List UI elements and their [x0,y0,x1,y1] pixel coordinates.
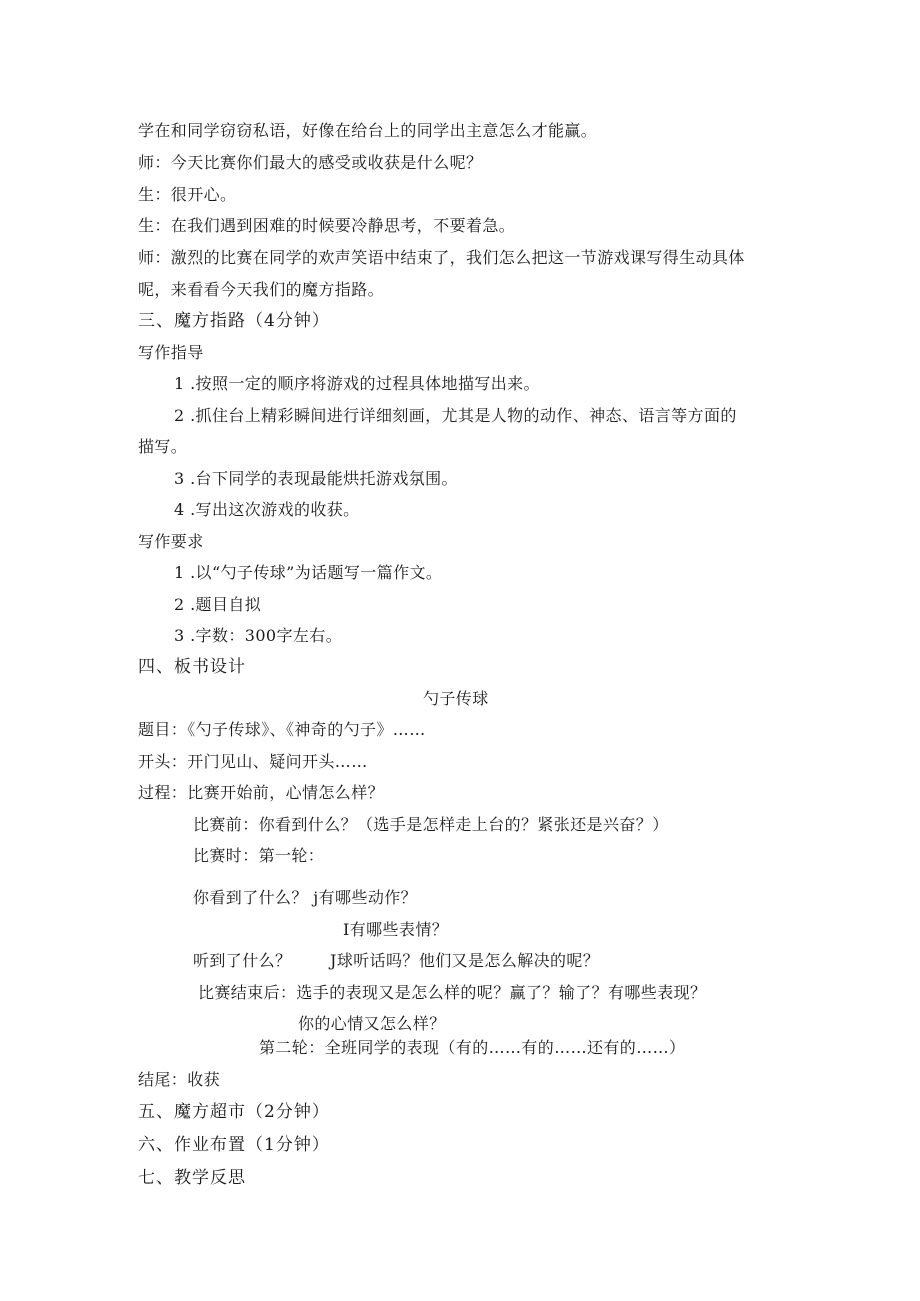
board-line: 结尾：收获 [138,1070,221,1089]
board-line: 比赛时：第一轮： [193,846,325,865]
section-heading: 七、教学反思 [138,1168,246,1188]
board-line: I有哪些表情？ [343,920,449,939]
board-line: 开头：开门见山、疑问开头…… [138,752,368,771]
board-line: 比赛前：你看到什么？（选手是怎样走上台的？紧张还是兴奋？） [193,815,669,834]
dialogue-line: 呢，来看看今天我们的魔方指路。 [138,280,385,299]
guide-item: 4 .写出这次游戏的收获。 [174,500,360,519]
subheading: 写作指导 [138,343,204,362]
board-line: 题目：《勺子传球》、《神奇的勺子》…… [138,720,426,739]
dialogue-line: 生：很开心。 [138,185,237,204]
requirement-item: 1 .以“勺子传球”为话题写一篇作文。 [174,563,443,582]
dialogue-line: 生：在我们遇到困难的时候要冷静思考，不要着急。 [138,216,516,235]
guide-item: 3 .台下同学的表现最能烘托游戏氛围。 [174,469,458,488]
section-heading: 四、板书设计 [138,657,246,677]
board-line: J球听话吗？他们又是怎么解决的呢？ [330,951,600,970]
section-heading: 五、魔方超市（2分钟） [138,1102,330,1122]
board-title: 勺子传球 [423,689,489,708]
board-line: 听到了什么？ [193,951,292,970]
board-line: 你的心情又怎么样？ [298,1014,446,1033]
dialogue-line: 师：今天比赛你们最大的感受或收获是什么呢？ [138,153,483,172]
board-line: 第二轮：全班同学的表现（有的……有的……还有的……） [259,1038,686,1057]
requirement-item: 3 .字数：300字左右。 [174,626,343,645]
guide-item-continuation: 描写。 [138,437,188,456]
section-heading: 六、作业布置（1分钟） [138,1135,330,1155]
board-line: 你看到了什么？ j有哪些动作？ [193,888,418,907]
section-heading: 三、魔方指路（4分钟） [138,311,330,331]
guide-item: 2 .抓住台上精彩瞬间进行详细刻画，尤其是人物的动作、神态、语言等方面的 [174,406,737,425]
board-line: 比赛结束后：选手的表现又是怎么样的呢？赢了？输了？有哪些表现？ [198,983,707,1002]
subheading: 写作要求 [138,532,204,551]
requirement-item: 2 .题目自拟 [174,595,262,614]
board-line: 过程：比赛开始前，心情怎么样？ [138,783,385,802]
dialogue-line: 师：激烈的比赛在同学的欢声笑语中结束了，我们怎么把这一节游戏课写得生动具体 [138,248,745,267]
guide-item: 1 .按照一定的顺序将游戏的过程具体地描写出来。 [174,374,540,393]
dialogue-line: 学在和同学窃窃私语，好像在给台上的同学出主意怎么才能赢。 [138,121,598,140]
